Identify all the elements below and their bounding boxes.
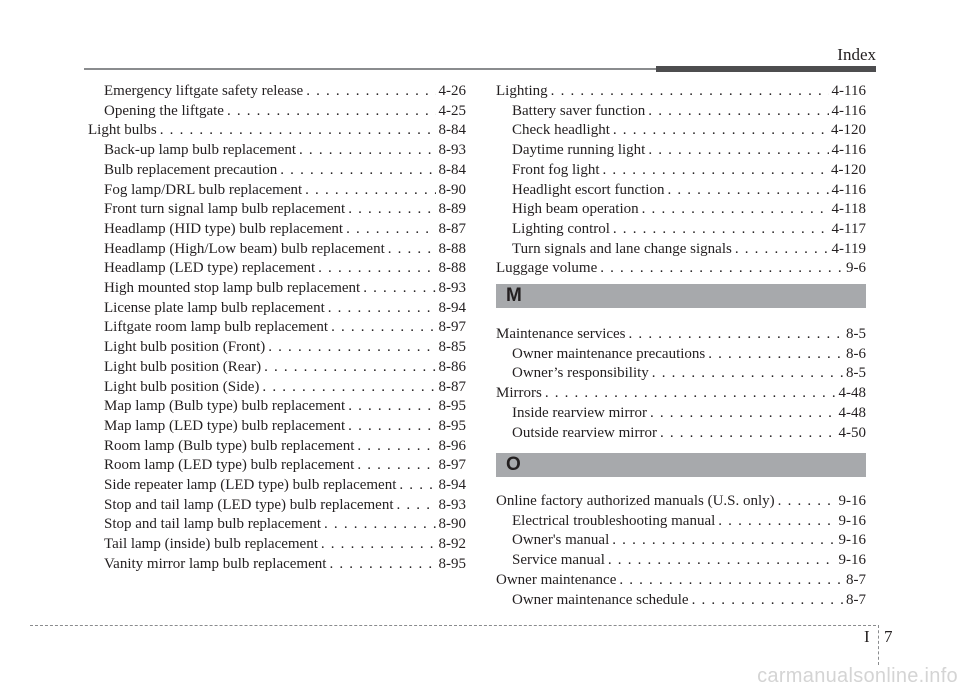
watermark: carmanualsonline.info bbox=[757, 665, 958, 687]
dot-leader bbox=[603, 161, 828, 181]
entry-term: Emergency liftgate safety release bbox=[104, 83, 304, 99]
entry-term: Headlamp (HID type) bulb replacement bbox=[104, 220, 344, 237]
entry-page-ref: 8-95 bbox=[438, 417, 466, 434]
entry-term: Headlight escort function bbox=[512, 181, 665, 198]
footer-section-label: I bbox=[864, 627, 870, 646]
entry-term: Owner maintenance schedule bbox=[512, 591, 689, 608]
index-entry bbox=[88, 515, 466, 535]
entry-term: Liftgate room lamp bulb replacement bbox=[104, 319, 329, 336]
index-group-o bbox=[496, 492, 866, 610]
entry-page-ref: 4-120 bbox=[831, 122, 866, 139]
entry-page-ref: 4-116 bbox=[831, 181, 866, 198]
dot-leader bbox=[388, 240, 436, 260]
index-entry bbox=[88, 141, 466, 161]
dot-leader bbox=[642, 200, 829, 220]
entry-term: Light bulb position (Front) bbox=[104, 339, 266, 356]
dot-leader bbox=[629, 325, 843, 345]
page-header-title: Index bbox=[837, 45, 876, 64]
entry-term: Stop and tail lamp (LED type) bulb replacement bbox=[104, 496, 394, 513]
entry-term: Service manual bbox=[512, 552, 605, 569]
entry-term: Map lamp (LED type) bulb replacement bbox=[104, 417, 346, 434]
dot-leader bbox=[613, 220, 829, 240]
dot-leader bbox=[600, 259, 843, 279]
index-entry bbox=[88, 200, 466, 220]
entry-term: Owner maintenance bbox=[496, 571, 617, 588]
entry-term: Room lamp (Bulb type) bulb replacement bbox=[104, 437, 355, 454]
dot-leader bbox=[708, 345, 843, 365]
section-letter-o: O bbox=[506, 454, 521, 475]
dot-leader bbox=[612, 531, 835, 551]
index-entry bbox=[88, 121, 466, 141]
entry-page-ref: 8-97 bbox=[438, 319, 466, 336]
entry-page-ref: 8-7 bbox=[846, 591, 866, 608]
entry-page-ref: 8-87 bbox=[438, 220, 466, 237]
entry-page-ref: 9-16 bbox=[838, 493, 866, 509]
entry-term: Light bulb position (Side) bbox=[104, 378, 260, 395]
index-entry bbox=[496, 591, 866, 611]
dot-leader bbox=[321, 535, 436, 555]
entry-term: Fog lamp/DRL bulb replacement bbox=[104, 181, 303, 198]
dot-leader bbox=[348, 200, 435, 220]
entry-page-ref: 8-95 bbox=[438, 398, 466, 415]
entry-page-ref: 8-5 bbox=[846, 326, 866, 342]
entry-page-ref: 8-96 bbox=[438, 437, 466, 454]
dot-leader bbox=[660, 424, 836, 444]
entry-page-ref: 4-116 bbox=[831, 142, 866, 159]
entry-page-ref: 4-50 bbox=[838, 424, 866, 441]
dot-leader bbox=[329, 555, 435, 575]
header-rule-accent bbox=[656, 66, 876, 72]
index-entry bbox=[88, 378, 466, 398]
index-entry bbox=[496, 181, 866, 201]
dot-leader bbox=[299, 141, 435, 161]
dot-leader bbox=[667, 181, 828, 201]
dot-leader bbox=[619, 571, 843, 591]
dot-leader bbox=[280, 161, 435, 181]
dot-leader bbox=[318, 259, 435, 279]
dot-leader bbox=[348, 417, 435, 437]
index-entry bbox=[496, 82, 866, 102]
entry-page-ref: 8-88 bbox=[438, 240, 466, 257]
entry-page-ref: 8-89 bbox=[438, 201, 466, 218]
entry-page-ref: 4-116 bbox=[831, 102, 866, 119]
index-entry bbox=[88, 161, 466, 181]
index-entry bbox=[496, 220, 866, 240]
entry-term: Electrical troubleshooting manual bbox=[512, 512, 716, 529]
dot-leader bbox=[357, 437, 435, 457]
entry-page-ref: 4-26 bbox=[438, 83, 466, 99]
entry-page-ref: 9-6 bbox=[846, 260, 866, 277]
index-entry bbox=[496, 102, 866, 122]
entry-term: Vanity mirror lamp bulb replacement bbox=[104, 555, 327, 572]
dot-leader bbox=[652, 364, 843, 384]
index-entry bbox=[88, 476, 466, 496]
entry-page-ref: 4-48 bbox=[838, 385, 866, 402]
index-entry bbox=[88, 82, 466, 102]
dot-leader bbox=[268, 338, 435, 358]
index-entry bbox=[496, 121, 866, 141]
dot-leader bbox=[718, 512, 835, 532]
entry-page-ref: 4-120 bbox=[831, 161, 866, 178]
entry-page-ref: 8-88 bbox=[438, 260, 466, 277]
dot-leader bbox=[160, 121, 436, 141]
index-entry bbox=[88, 279, 466, 299]
footer-separator bbox=[878, 625, 879, 665]
dot-leader bbox=[328, 299, 436, 319]
entry-term: Side repeater lamp (LED type) bulb replacement bbox=[104, 477, 397, 494]
index-entry bbox=[496, 551, 866, 571]
index-entry bbox=[496, 512, 866, 532]
section-letter-m: M bbox=[506, 285, 522, 306]
entry-term: Owner's manual bbox=[512, 532, 610, 549]
index-entry bbox=[496, 492, 866, 512]
entry-term: Front fog light bbox=[512, 161, 600, 178]
section-header-o bbox=[496, 453, 866, 477]
dot-leader bbox=[650, 404, 836, 424]
entry-page-ref: 9-16 bbox=[838, 552, 866, 569]
entry-term: Turn signals and lane change signals bbox=[512, 240, 732, 257]
dot-leader bbox=[778, 492, 836, 512]
section-header-m bbox=[496, 284, 866, 308]
entry-page-ref: 4-25 bbox=[438, 102, 466, 119]
dot-leader bbox=[305, 181, 435, 201]
index-entry bbox=[496, 161, 866, 181]
entry-term: Headlamp (LED type) replacement bbox=[104, 260, 316, 277]
index-entry bbox=[88, 299, 466, 319]
entry-term: Back-up lamp bulb replacement bbox=[104, 142, 297, 159]
entry-term: Light bulbs bbox=[88, 122, 157, 139]
entry-page-ref: 9-16 bbox=[838, 512, 866, 529]
dot-leader bbox=[735, 240, 829, 260]
index-entry bbox=[496, 345, 866, 365]
index-entry bbox=[496, 364, 866, 384]
entry-term: Inside rearview mirror bbox=[512, 404, 647, 421]
entry-page-ref: 4-117 bbox=[831, 220, 866, 237]
index-entry bbox=[496, 259, 866, 279]
entry-term: Headlamp (High/Low beam) bulb replacement bbox=[104, 240, 385, 257]
index-entry bbox=[88, 535, 466, 555]
dot-leader bbox=[363, 279, 435, 299]
index-entry bbox=[496, 141, 866, 161]
index-entry bbox=[496, 424, 866, 444]
entry-page-ref: 8-7 bbox=[846, 571, 866, 588]
dot-leader bbox=[397, 496, 436, 516]
entry-term: Room lamp (LED type) bulb replacement bbox=[104, 457, 355, 474]
dot-leader bbox=[648, 102, 828, 122]
entry-page-ref: 8-84 bbox=[438, 122, 466, 139]
index-entry bbox=[88, 555, 466, 575]
dot-leader bbox=[551, 82, 829, 102]
index-entry bbox=[88, 240, 466, 260]
entry-page-ref: 9-16 bbox=[838, 532, 866, 549]
index-entry bbox=[496, 325, 866, 345]
dot-leader bbox=[545, 384, 836, 404]
entry-term: Stop and tail lamp bulb replacement bbox=[104, 516, 322, 533]
entry-term: Online factory authorized manuals (U.S. only) bbox=[496, 493, 775, 509]
index-entry bbox=[88, 181, 466, 201]
index-entry bbox=[88, 338, 466, 358]
dot-leader bbox=[399, 476, 435, 496]
entry-page-ref: 8-90 bbox=[438, 516, 466, 533]
index-column-right bbox=[496, 82, 866, 279]
entry-page-ref: 4-119 bbox=[831, 240, 866, 257]
dot-leader bbox=[227, 102, 436, 122]
index-entry bbox=[496, 404, 866, 424]
entry-page-ref: 8-6 bbox=[846, 345, 866, 362]
entry-term: License plate lamp bulb replacement bbox=[104, 299, 325, 316]
entry-term: High beam operation bbox=[512, 201, 639, 218]
dot-leader bbox=[306, 82, 435, 102]
entry-page-ref: 4-48 bbox=[838, 404, 866, 421]
entry-term: High mounted stop lamp bulb replacement bbox=[104, 280, 361, 297]
entry-page-ref: 4-118 bbox=[831, 201, 866, 218]
entry-page-ref: 8-94 bbox=[438, 299, 466, 316]
dot-leader bbox=[262, 378, 435, 398]
index-entry bbox=[88, 220, 466, 240]
entry-term: Check headlight bbox=[512, 122, 610, 139]
entry-term: Daytime running light bbox=[512, 142, 646, 159]
index-entry bbox=[88, 397, 466, 417]
entry-page-ref: 8-93 bbox=[438, 496, 466, 513]
entry-term: Maintenance services bbox=[496, 326, 626, 342]
entry-page-ref: 8-86 bbox=[438, 358, 466, 375]
entry-page-ref: 8-85 bbox=[438, 339, 466, 356]
entry-term: Opening the liftgate bbox=[104, 102, 224, 119]
index-entry bbox=[88, 259, 466, 279]
entry-term: Bulb replacement precaution bbox=[104, 161, 278, 178]
entry-term: Lighting control bbox=[512, 220, 610, 237]
entry-term: Light bulb position (Rear) bbox=[104, 358, 262, 375]
entry-term: Tail lamp (inside) bulb replacement bbox=[104, 536, 318, 553]
dot-leader bbox=[331, 318, 435, 338]
dot-leader bbox=[692, 591, 843, 611]
entry-page-ref: 8-5 bbox=[846, 365, 866, 382]
entry-term: Front turn signal lamp bulb replacement bbox=[104, 201, 346, 218]
entry-page-ref: 8-94 bbox=[438, 477, 466, 494]
index-entry bbox=[496, 571, 866, 591]
dot-leader bbox=[357, 456, 435, 476]
index-group-m bbox=[496, 325, 866, 443]
footer-page-number: 7 bbox=[884, 627, 893, 646]
index-entry bbox=[88, 496, 466, 516]
entry-page-ref: 8-92 bbox=[438, 536, 466, 553]
entry-term: Owner maintenance precautions bbox=[512, 345, 706, 362]
index-entry bbox=[88, 318, 466, 338]
entry-page-ref: 8-97 bbox=[438, 457, 466, 474]
dot-leader bbox=[613, 121, 828, 141]
index-entry bbox=[496, 531, 866, 551]
entry-term: Owner’s responsibility bbox=[512, 365, 649, 382]
entry-term: Outside rearview mirror bbox=[512, 424, 657, 441]
index-entry bbox=[496, 384, 866, 404]
dot-leader bbox=[348, 397, 435, 417]
entry-term: Map lamp (Bulb type) bulb replacement bbox=[104, 398, 346, 415]
footer-rule bbox=[30, 625, 876, 626]
index-entry bbox=[496, 240, 866, 260]
entry-page-ref: 4-116 bbox=[831, 83, 866, 99]
index-entry bbox=[88, 456, 466, 476]
entry-page-ref: 8-87 bbox=[438, 378, 466, 395]
entry-page-ref: 8-95 bbox=[438, 555, 466, 572]
index-entry bbox=[88, 102, 466, 122]
entry-page-ref: 8-90 bbox=[438, 181, 466, 198]
entry-page-ref: 8-93 bbox=[438, 280, 466, 297]
index-entry bbox=[88, 358, 466, 378]
dot-leader bbox=[324, 515, 435, 535]
index-column-left bbox=[88, 82, 466, 575]
dot-leader bbox=[648, 141, 828, 161]
dot-leader bbox=[608, 551, 836, 571]
dot-leader bbox=[346, 220, 435, 240]
entry-term: Lighting bbox=[496, 83, 548, 99]
entry-page-ref: 8-93 bbox=[438, 142, 466, 159]
index-entry bbox=[496, 200, 866, 220]
entry-term: Mirrors bbox=[496, 385, 542, 402]
index-entry bbox=[88, 437, 466, 457]
entry-term: Luggage volume bbox=[496, 260, 598, 277]
entry-term: Battery saver function bbox=[512, 102, 646, 119]
index-entry bbox=[88, 417, 466, 437]
entry-page-ref: 8-84 bbox=[438, 161, 466, 178]
dot-leader bbox=[264, 358, 435, 378]
